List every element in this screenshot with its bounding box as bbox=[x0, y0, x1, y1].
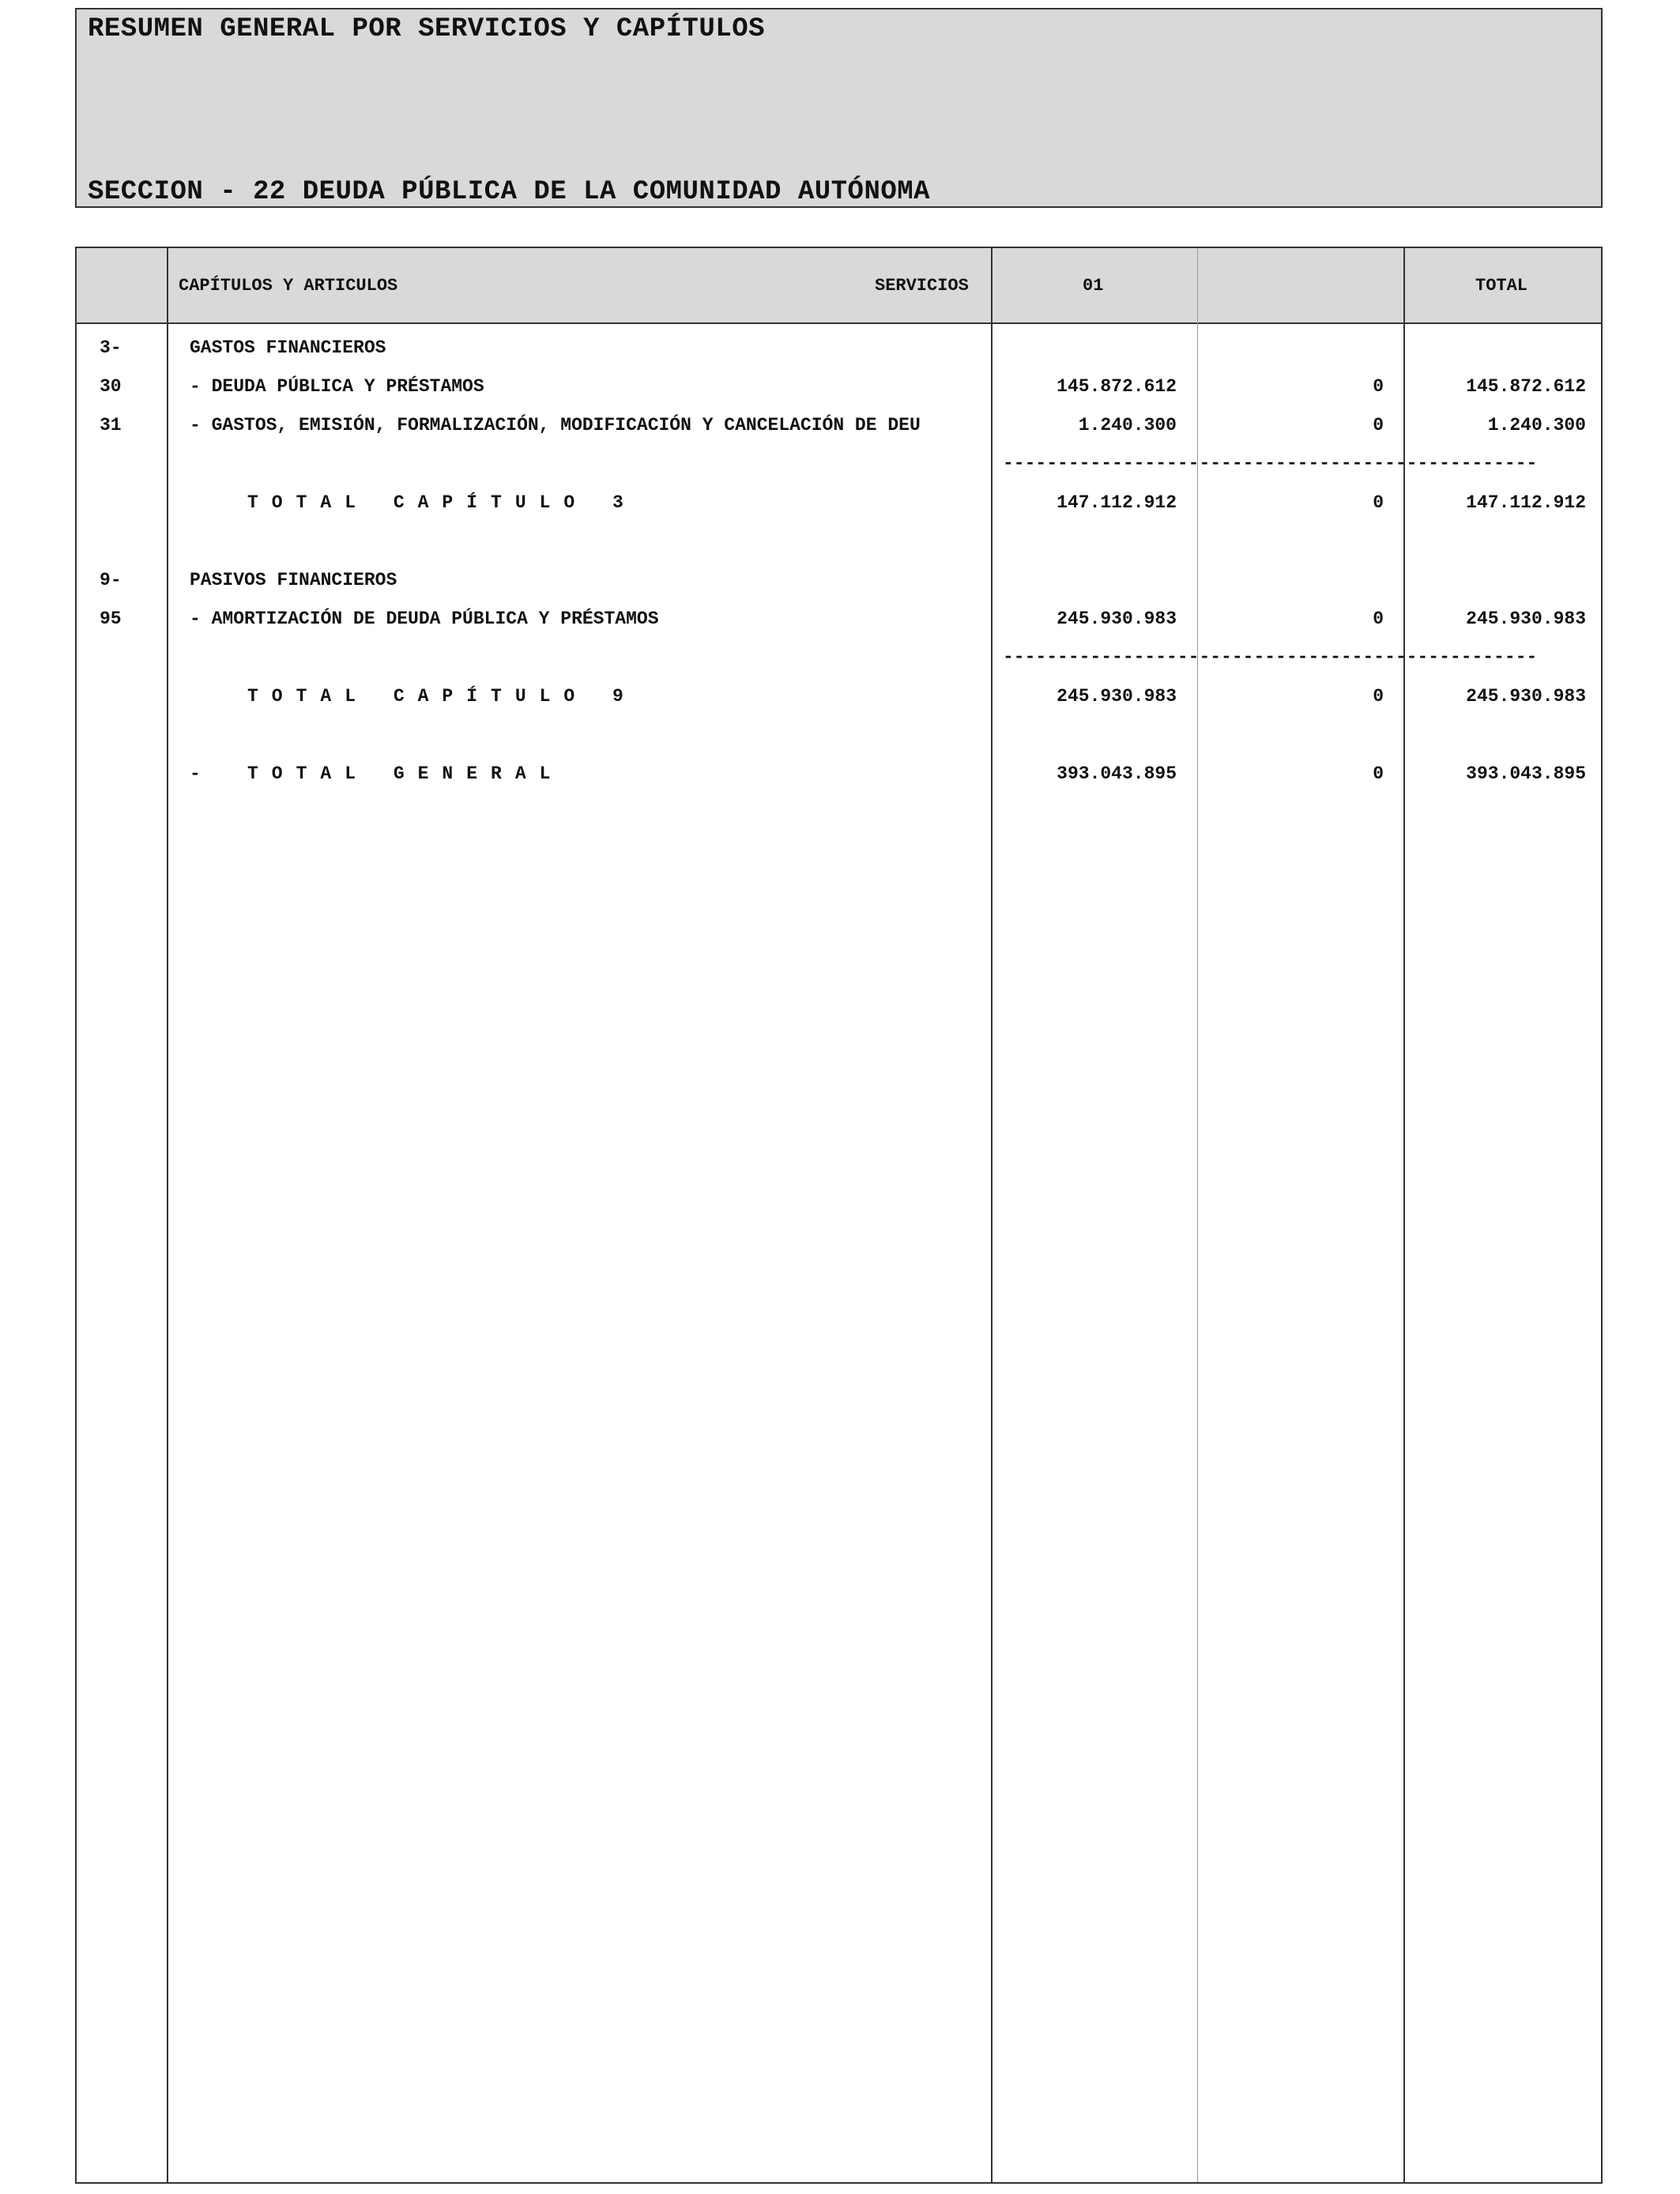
row-total-value: 245.930.983 bbox=[1466, 609, 1586, 629]
section-title: SECCION - 22 DEUDA PÚBLICA DE LA COMUNIDAD AUTÓNOMA bbox=[88, 177, 931, 207]
subtotal-label: TOTAL CAPÍTULO 9 bbox=[247, 686, 637, 707]
row-other-value: 0 bbox=[1373, 415, 1384, 435]
subtotal-service-01-value: 245.930.983 bbox=[1057, 686, 1177, 707]
subtotal-other-value: 0 bbox=[1373, 686, 1384, 707]
column-divider bbox=[1197, 248, 1198, 2182]
header-capitulos: CAPÍTULOS Y ARTICULOS bbox=[179, 276, 398, 296]
row-description: PASIVOS FINANCIEROS bbox=[190, 570, 397, 590]
grand-total-label: TOTAL GENERAL bbox=[247, 763, 564, 784]
subtotal-label: TOTAL CAPÍTULO 3 bbox=[247, 492, 637, 513]
row-total-value: 145.872.612 bbox=[1466, 376, 1586, 397]
row-service-01-value: 145.872.612 bbox=[1057, 376, 1177, 397]
row-description: - AMORTIZACIÓN DE DEUDA PÚBLICA Y PRÉSTAMOS bbox=[190, 609, 659, 629]
separator-line: ------------------------------------------------- bbox=[1003, 647, 1538, 667]
subtotal-other-value: 0 bbox=[1373, 492, 1384, 513]
row-service-01-value: 245.930.983 bbox=[1057, 609, 1177, 629]
row-code: 31 bbox=[100, 415, 122, 435]
column-divider bbox=[991, 248, 993, 2182]
column-divider bbox=[1403, 248, 1405, 2182]
header-col-01: 01 bbox=[1083, 276, 1104, 296]
subtotal-total-value: 147.112.912 bbox=[1466, 492, 1586, 513]
separator-line: ------------------------------------------------- bbox=[1003, 453, 1538, 473]
grand-total-dash: - bbox=[190, 763, 201, 784]
row-description: GASTOS FINANCIEROS bbox=[190, 337, 386, 358]
row-service-01-value: 1.240.300 bbox=[1078, 415, 1177, 435]
grand-total-value: 393.043.895 bbox=[1466, 763, 1586, 784]
row-total-value: 1.240.300 bbox=[1487, 415, 1586, 435]
row-code: 3- bbox=[100, 337, 122, 358]
grand-total-service-01-value: 393.043.895 bbox=[1057, 763, 1177, 784]
summary-table bbox=[75, 247, 1603, 2184]
grand-total-other-value: 0 bbox=[1373, 763, 1384, 784]
row-code: 30 bbox=[100, 376, 122, 397]
report-header bbox=[75, 8, 1603, 208]
header-total: TOTAL bbox=[1475, 276, 1528, 296]
row-code: 95 bbox=[100, 609, 122, 629]
report-title: RESUMEN GENERAL POR SERVICIOS Y CAPÍTULOS bbox=[88, 14, 766, 44]
header-servicios: SERVICIOS bbox=[875, 276, 969, 296]
subtotal-service-01-value: 147.112.912 bbox=[1057, 492, 1177, 513]
row-code: 9- bbox=[100, 570, 122, 590]
subtotal-total-value: 245.930.983 bbox=[1466, 686, 1586, 707]
row-description: - DEUDA PÚBLICA Y PRÉSTAMOS bbox=[190, 376, 484, 397]
row-description: - GASTOS, EMISIÓN, FORMALIZACIÓN, MODIFICACIÓN Y CANCELACIÓN DE DEU bbox=[190, 415, 921, 435]
row-other-value: 0 bbox=[1373, 376, 1384, 397]
row-other-value: 0 bbox=[1373, 609, 1384, 629]
column-divider bbox=[167, 248, 168, 2182]
